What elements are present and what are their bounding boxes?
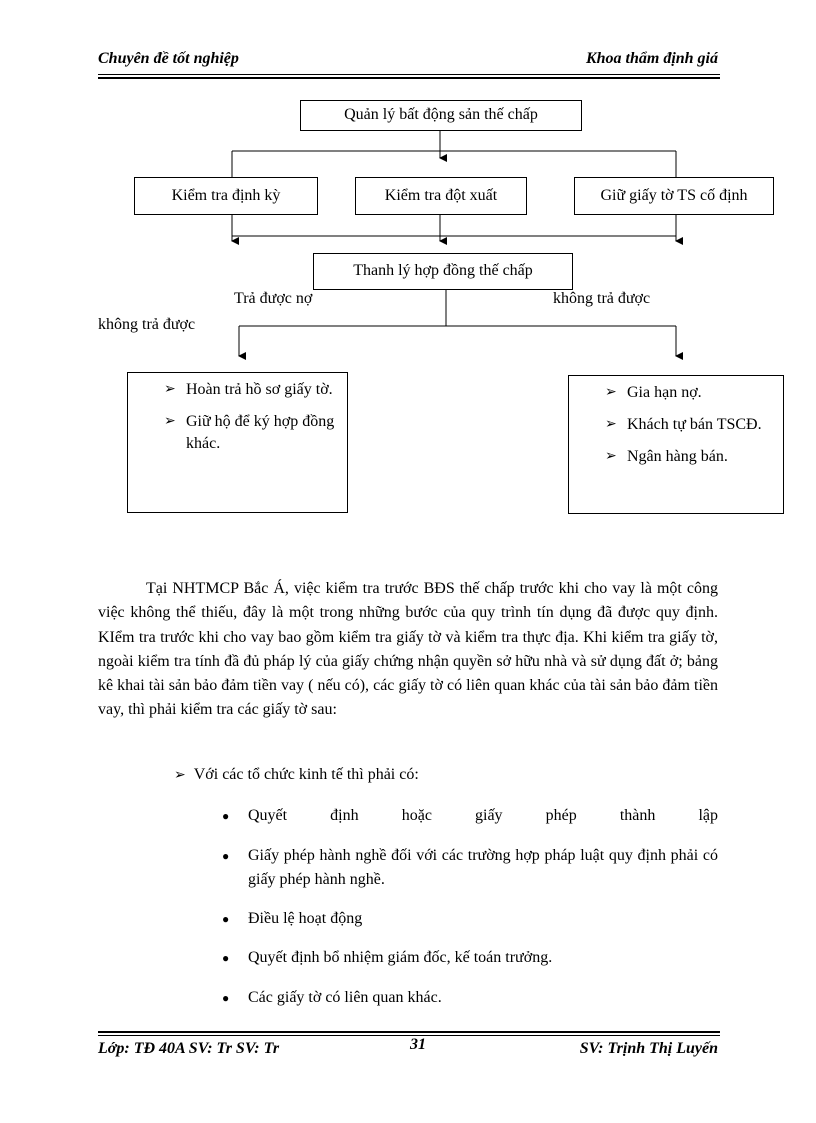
arrow-bullet-icon: ➢	[174, 768, 186, 783]
arrow-bullet-icon: ➢	[605, 385, 617, 400]
list-item	[222, 907, 718, 931]
list-item-text: Các giấy tờ có liên quan khác.	[248, 989, 442, 1006]
subheading	[174, 766, 419, 784]
right-outcome-box	[568, 375, 784, 514]
arrow-bullet-icon: ➢	[605, 449, 617, 464]
root-label: Quản lý bất động sản thế chấp	[344, 106, 538, 123]
footer-rule	[98, 1035, 720, 1036]
page-number: 31	[410, 1036, 426, 1053]
periodic-check-label: Kiểm tra định kỳ	[171, 187, 281, 204]
bullet-dot-icon: ●	[222, 912, 230, 926]
list-item	[164, 379, 340, 401]
bullet-dot-icon: ●	[222, 809, 230, 823]
arrow-bullet-icon: ➢	[164, 382, 176, 397]
list-item-text: Quyết định bổ nhiệm giám đốc, kế toán trưởng.	[248, 949, 553, 966]
list-item	[222, 844, 718, 892]
bullet-dot-icon: ●	[222, 951, 230, 965]
footer-student: SV: Trịnh Thị Luyến	[579, 1040, 718, 1057]
edge-label-unpaid: không trả được	[553, 290, 651, 307]
arrow-bullet-icon: ➢	[164, 414, 176, 429]
surprise-check-label: Kiểm tra đột xuất	[384, 187, 498, 204]
list-item-text: Hoàn trả hồ sơ giấy tờ.	[186, 381, 333, 398]
header-left: Chuyên đề tốt nghiệp	[98, 50, 239, 67]
list-item	[605, 382, 777, 404]
liquidation-label: Thanh lý hợp đồng thế chấp	[353, 262, 533, 279]
liquidation-box	[313, 253, 573, 290]
list-item-text: Giấy phép hành nghề đối với các trường hợp pháp luật quy định phải có giấy phép hành nghề.	[248, 847, 718, 888]
edge-label-paid: Trả được nợ	[234, 290, 313, 307]
bullet-dot-icon: ●	[222, 849, 230, 863]
periodic-check-box	[134, 177, 318, 215]
keep-papers-box	[574, 177, 774, 215]
list-item	[605, 446, 777, 468]
footer-rule-thick	[98, 1031, 720, 1033]
list-item	[222, 804, 718, 828]
list-item-text: Khách tự bán TSCĐ.	[627, 416, 762, 433]
body-paragraph: Tại NHTMCP Bắc Á, việc kiểm tra trước BĐS thế chấp trước khi cho vay là một công việc không thể thiếu, đây là một trong những bước của quy trình tín dụng đã được quy định. KIểm tra trước khi cho vay bao gồm kiểm tra giấy tờ và kiểm tra thực địa. Khi kiểm tra giấy tờ, ngoài kiểm tra tính đầ đủ pháp lý của giấy chứng nhận quyền sở hữu nhà và sử dụng đất ở; bảng kê khai tài sản bảo đảm tiền vay ( nếu có), các giấy tờ có liên quan khác của tài sản bảo đảm tiền vay, thì phải kiểm tra các giấy tờ sau:	[98, 580, 718, 719]
list-item	[605, 414, 777, 436]
edge-label-unpaid-secondary: không trả được	[98, 316, 196, 333]
list-item-text: Giữ hộ để ký hợp đồng khác.	[186, 413, 335, 452]
list-item-text: Gia hạn nợ.	[627, 384, 702, 401]
subheading-text: Với các tổ chức kinh tế thì phải có:	[193, 766, 419, 783]
arrow-bullet-icon: ➢	[605, 417, 617, 432]
list-item	[164, 411, 340, 455]
keep-papers-label: Giữ giấy tờ TS cố định	[600, 187, 748, 204]
left-outcome-box	[127, 372, 348, 513]
list-item	[222, 986, 718, 1010]
surprise-check-box	[355, 177, 527, 215]
footer-class-info: Lớp: TĐ 40A SV: Tr SV: Tr	[98, 1040, 280, 1057]
list-item-text: Ngân hàng bán.	[627, 448, 728, 465]
header-right: Khoa thẩm định giá	[585, 50, 718, 67]
list-item-text: Điều lệ hoạt động	[248, 910, 363, 927]
list-item-text: Quyết định hoặc giấy phép thành lập	[248, 807, 718, 824]
list-item	[222, 946, 718, 970]
root-box	[300, 100, 582, 131]
bullet-dot-icon: ●	[222, 991, 230, 1005]
